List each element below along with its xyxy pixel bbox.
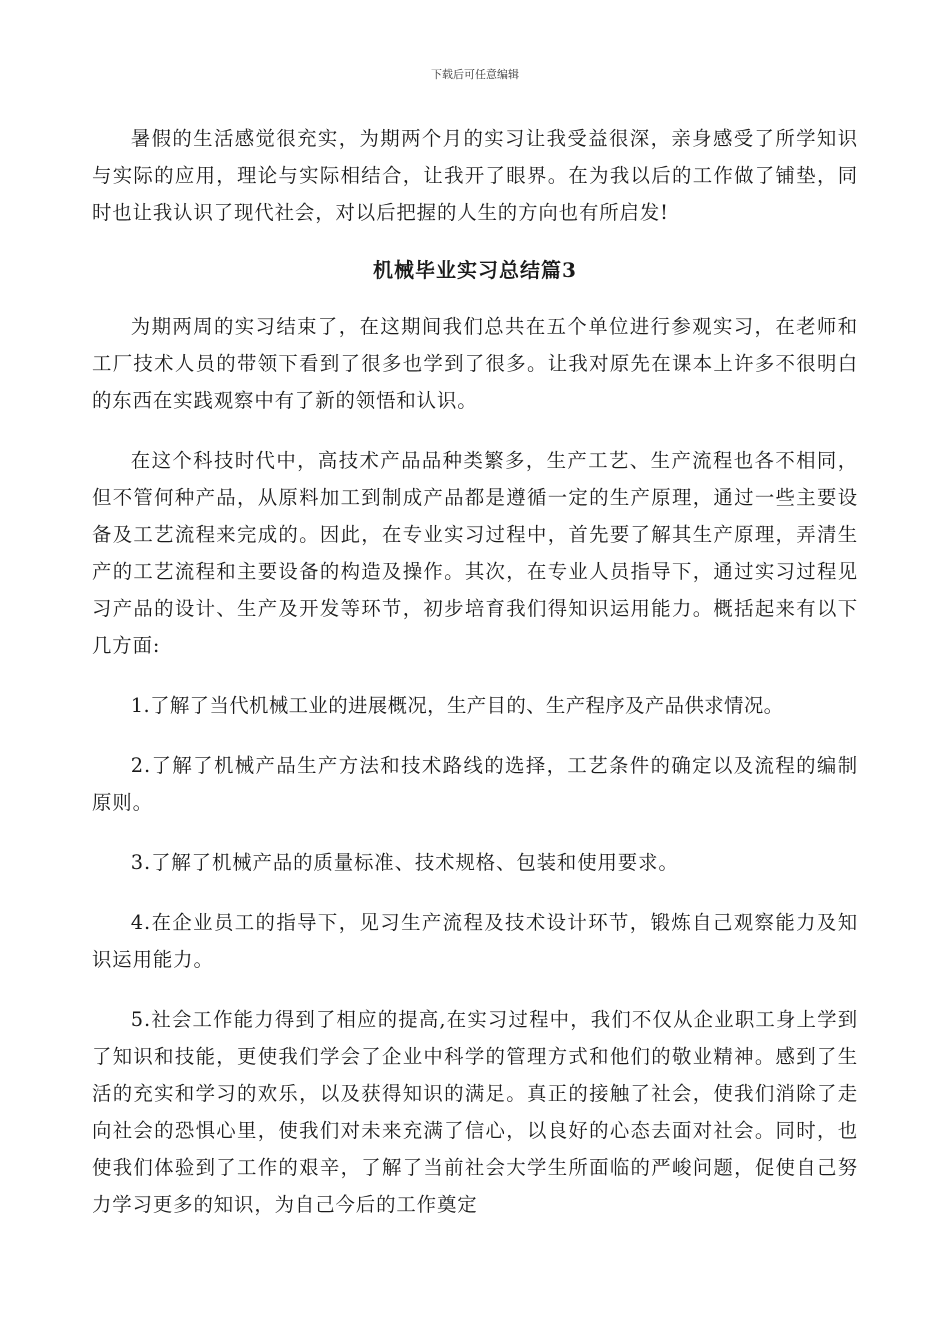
- document-body: [92, 120, 858, 1223]
- section-title: 机械毕业实习总结篇3: [373, 258, 577, 282]
- list-item-3: 3.了解了机械产品的质量标准、技术规格、包装和使用要求。: [130, 851, 679, 874]
- paragraph-technology-era: 在这个科技时代中，高技术产品品种类繁多，生产工艺、生产流程也各不相同，但不管何种产品，从原料加工到制成产品都是遵循一定的生产原理，通过一些主要设备及工艺流程来完成的。因此，在专业实习过程中，首先要了解其生产原理，弄清生产的工艺流程和主要设备的构造及操作。其次，在专业人员指导下，通过实习过程见习产品的设计、生产及开发等环节，初步培育我们得知识运用能力。概括起来有以下几方面:: [92, 449, 858, 657]
- list-item-4: 4.在企业员工的指导下，见习生产流程及技术设计环节，锻炼自己观察能力及知识运用能力。: [92, 911, 858, 971]
- paragraph-summer-practice: 暑假的生活感觉很充实，为期两个月的实习让我受益很深，亲身感受了所学知识与实际的应用，理论与实际相结合，让我开了眼界。在为我以后的工作做了铺垫，同时也让我认识了现代社会，对以后把握的人生的方向也有所启发!: [92, 127, 858, 224]
- header-note: 下载后可任意编辑: [431, 68, 519, 81]
- list-item-1: 1.了解了当代机械工业的进展概况，生产目的、生产程序及产品供求情况。: [130, 694, 784, 717]
- list-item-5: 5.社会工作能力得到了相应的提高,在实习过程中，我们不仅从企业职工身上学到了知识和技能，更使我们学会了企业中科学的管理方式和他们的敬业精神。感到了生活的充实和学习的欢乐，以及获得知识的满足。真正的接触了社会，使我们消除了走向社会的恐惧心里，使我们对未来充满了信心，以良好的心态去面对社会。同时，也使我们体验到了工作的艰辛，了解了当前社会大学生所面临的严峻问题，促使自己努力学习更多的知识，为自己今后的工作奠定: [92, 1008, 858, 1216]
- paragraph-two-week-internship: 为期两周的实习结束了，在这期间我们总共在五个单位进行参观实习，在老师和工厂技术人员的带领下看到了很多也学到了很多。让我对原先在课本上许多不很明白的东西在实践观察中有了新的领悟和认识。: [92, 315, 858, 412]
- list-item-2: 2.了解了机械产品生产方法和技术路线的选择，工艺条件的确定以及流程的编制原则。: [92, 754, 858, 814]
